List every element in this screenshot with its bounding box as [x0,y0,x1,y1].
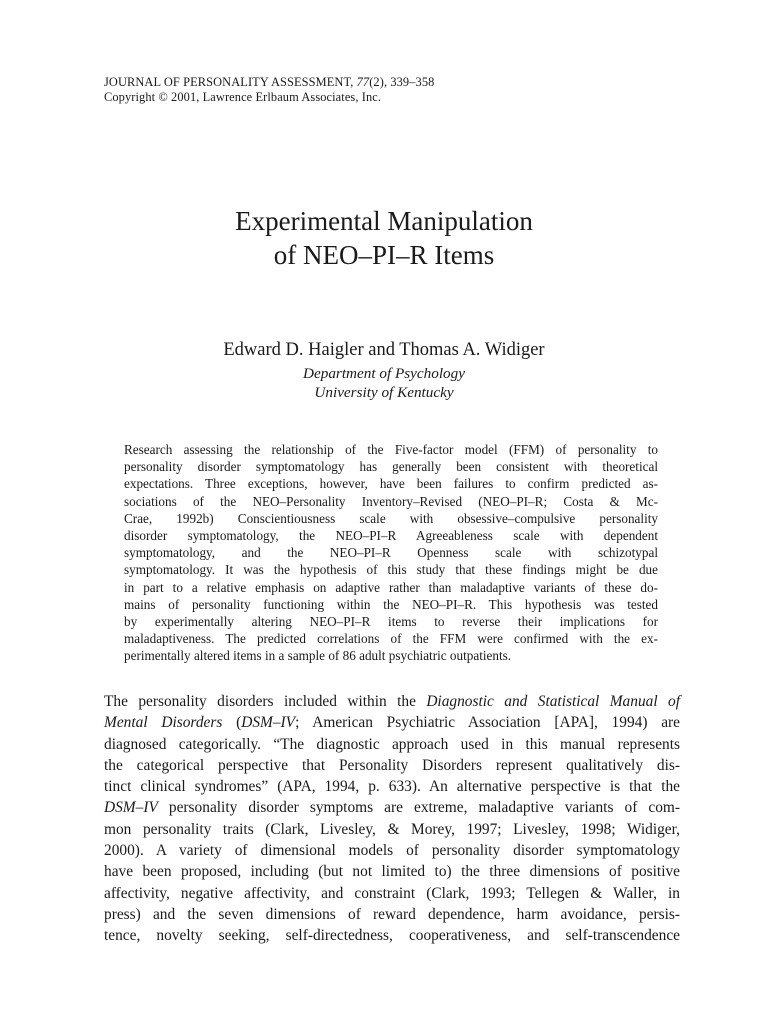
abstract-line: maladaptiveness. The predicted correlations of the FFM were confirmed with the ex- [124,631,658,647]
body-line [104,797,680,818]
abstract-line: mains of personality functioning within the NEO–PI–R. This hypothesis was tested [124,596,658,612]
body-paragraph [104,691,680,947]
body-line: mon personality traits (Clark, Livesley, & Morey, 1997; Livesley, 1998; Widiger, [104,820,680,838]
body-line: tinct clinical syndromes” (APA, 1994, p. 633). An alternative perspective is that the [104,778,680,796]
affiliation-university: University of Kentucky [314,384,454,401]
body-text-run: ( [222,714,242,732]
article-title [0,204,768,272]
journal-citation [104,75,434,90]
journal-header [104,75,434,105]
abstract-line: perimentally altered items in a sample of 86 adult psychiatric outpatients. [124,648,512,664]
body-line: affectivity, negative affectivity, and constraint (Clark, 1993; Tellegen & Waller, in [104,884,680,902]
dsm-iv-italic: DSM–IV [104,799,158,817]
body-text-run: personality disorder symptoms are extreme, maladaptive variants of com- [157,799,680,817]
abstract-line: symptomatology, and the NEO–PI–R Openness scale with schizotypal [124,545,658,561]
title-line-2: of NEO–PI–R Items [273,240,495,270]
author-affiliation [0,364,768,402]
abstract-line: by experimentally altering NEO–PI–R items to reverse their implications for [124,613,658,629]
body-text-run: ; American Psychiatric Association [APA], 1994) are [295,714,680,732]
body-line: tence, novelty seeking, self-directedness, cooperativeness, and self-transcendence [104,927,680,945]
abstract [124,441,658,664]
abstract-line: personality disorder symptomatology has generally been consistent with theoretical [124,459,658,475]
abstract-line: disorder symptomatology, the NEO–PI–R Agreeableness scale with dependent [124,527,658,543]
journal-issue-pages: (2), 339–358 [369,75,435,89]
body-text-run: The personality disorders included within the [104,693,427,710]
journal-name: JOURNAL OF PERSONALITY ASSESSMENT, [104,75,357,89]
affiliation-department: Department of Psychology [303,365,465,382]
title-line-1: Experimental Manipulation [235,206,533,236]
abstract-line: symptomatology. It was the hypothesis of this study that these findings might be due [124,562,658,578]
abstract-line: Crae, 1992b) Conscientiousness scale with obsessive–compulsive personality [124,510,658,526]
copyright-notice: Copyright © 2001, Lawrence Erlbaum Associates, Inc. [104,90,382,104]
body-line: diagnosed categorically. “The diagnostic approach used in this manual represents [104,735,680,753]
dsm-iv-italic: DSM–IV [241,714,296,732]
abstract-line: expectations. Three exceptions, however, have been failures to confirm predicted as- [124,476,658,492]
abstract-line: Research assessing the relationship of the Five-factor model (FFM) of personality to [124,442,658,457]
manual-title-italic: Mental Disorders [104,714,223,732]
body-line [104,712,680,733]
body-line: have been proposed, including (but not limited to) the three dimensions of positive [104,863,680,881]
journal-volume: 77 [356,75,370,89]
body-line: the categorical perspective that Personality Disorders represent qualitatively dis- [104,756,680,774]
abstract-line: sociations of the NEO–Personality Inventory–Revised (NEO–PI–R; Costa & Mc- [124,493,658,509]
body-line [104,691,680,712]
body-line: 2000). A variety of dimensional models of personality disorder symptomatology [104,842,680,860]
body-line: press) and the seven dimensions of reward dependence, harm avoidance, persis- [104,905,680,923]
manual-title-italic: Diagnostic and Statistical Manual of [426,693,680,710]
abstract-line: in part to a relative emphasis on adaptive rather than maladaptive variants of these do- [124,579,658,595]
author-names: Edward D. Haigler and Thomas A. Widiger [223,340,545,360]
